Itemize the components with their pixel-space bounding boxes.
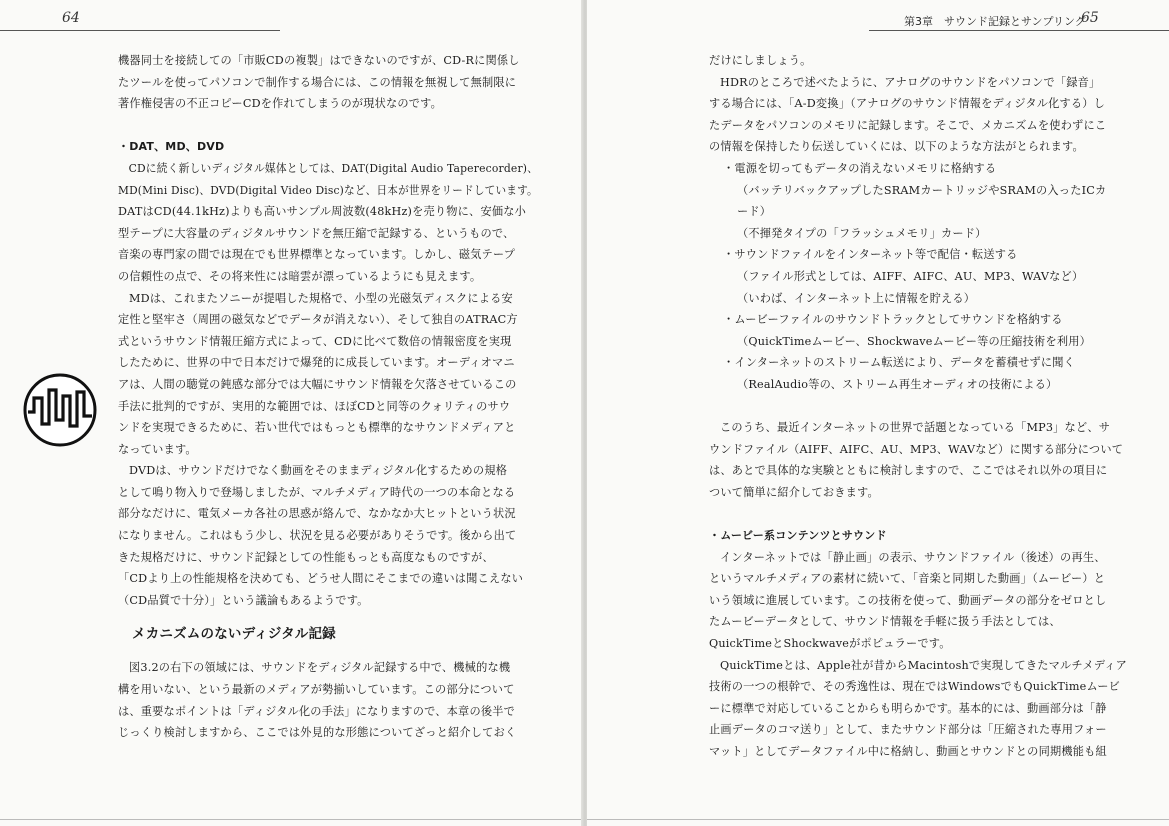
section-heading: ・DAT、MD、DVD bbox=[118, 140, 225, 154]
text-line: DVDは、サウンドだけでなく動画をそのままディジタル化するための規格 bbox=[129, 464, 508, 478]
text-line: 手法に批判的ですが、実用的な範囲では、ほぼCDと同等のクォリティのサウ bbox=[118, 399, 511, 413]
text-line: ード） bbox=[737, 205, 772, 219]
bullet-item: ・ムービーファイルのサウンドトラックとしてサウンドを格納する bbox=[723, 313, 1063, 327]
text-line: 止画データのコマ送り」として、またサウンド部分は「圧縮された専用フォー bbox=[709, 723, 1107, 737]
bullet-item: ・サウンドファイルをインターネット等で配信・転送する bbox=[723, 248, 1018, 262]
right-body-text bbox=[709, 50, 1129, 763]
text-line: 機器同士を接続しての「市販CDの複製」はできないのですが、CD-Rに関係し bbox=[118, 54, 520, 67]
text-line: ンドを実現できるために、若い世代ではもっとも標準的なサウンドメディアと bbox=[118, 421, 516, 435]
left-body-text bbox=[118, 50, 538, 744]
right-page bbox=[587, 0, 1169, 826]
page-number-left: 64 bbox=[62, 10, 80, 26]
text-line: いう領域に進展しています。この技術を使って、動画データの部分をゼロとし bbox=[709, 593, 1107, 607]
text-line: になりません。これはもう少し、状況を見る必要がありそうです。後から出て bbox=[118, 529, 517, 543]
text-line: 型テープに大容量のディジタルサウンドを無圧縮で記録する、というもので、 bbox=[118, 226, 515, 240]
text-line: （いわば、インターネット上に情報を貯える） bbox=[737, 291, 976, 305]
text-line: じっくり検討しますから、ここでは外見的な形態についてざっと紹介しておく bbox=[118, 726, 517, 740]
text-line: （ファイル形式としては、AIFF、AIFC、AU、MP3、WAVなど） bbox=[737, 269, 1084, 283]
text-line: （QuickTimeムービー、Shockwaveムービー等の圧縮技術を利用） bbox=[737, 334, 1091, 348]
text-line bbox=[709, 396, 1129, 418]
text-line: は、あとで具体的な実験とともに検討しますので、ここではそれ以外の項目に bbox=[709, 464, 1108, 478]
text-line: なっています。 bbox=[118, 442, 197, 456]
text-line: ウンドファイル（AIFF、AIFC、AU、MP3、WAVなど）に関する部分について bbox=[709, 442, 1124, 456]
text-line: このうち、最近インターネットの世界で話題となっている「MP3」など、サ bbox=[720, 421, 1111, 435]
text-line: というマルチメディアの素材に続いて、「音楽と同期した動画」（ムービー）と bbox=[709, 572, 1106, 586]
text-line: （バッテリバックアップしたSRAMカートリッジやSRAMの入ったICカ bbox=[737, 183, 1107, 197]
text-line: の情報を保持したり伝送していくには、以下のような方法がとられます。 bbox=[709, 140, 1084, 154]
text-line: HDRのところで述べたように、アナログのサウンドをパソコンで「録音」 bbox=[720, 75, 1101, 89]
text-line: きた規格だけに、サウンド記録としての性能もっとも高度なものですが、 bbox=[118, 550, 494, 564]
text-line: ついて簡単に紹介しておきます。 bbox=[709, 485, 879, 499]
text-line: ーに標準で対応していることからも明らかです。基本的には、動画部分は「静 bbox=[709, 701, 1107, 715]
text-line: CDに続く新しいディジタル媒体としては、DAT(Digital Audio Taperecorder)、 bbox=[128, 161, 539, 175]
text-line: 部分なだけに、電気メーカ各社の思惑が絡んで、なかなか大ヒットという状況 bbox=[118, 507, 516, 521]
footer-rule-left bbox=[0, 819, 583, 820]
text-line: 技術の一つの根幹で、その秀逸性は、現在ではWindowsでもQuickTimeムービ bbox=[709, 680, 1121, 694]
text-line: たデータをパソコンのメモリに記録します。そこで、メカニズムを使わずにこ bbox=[709, 118, 1107, 132]
sound-wave-icon bbox=[22, 372, 98, 448]
text-line: アは、人間の聴覚の鈍感な部分では大幅にサウンド情報を欠落させているこの bbox=[118, 377, 517, 391]
text-line: QuickTimeとShockwaveがポピュラーです。 bbox=[709, 637, 951, 651]
page-number-right: 65 bbox=[1081, 10, 1099, 26]
text-line: （CD品質で十分）」という議論もあるようです。 bbox=[118, 593, 369, 607]
text-line: （RealAudio等の、ストリーム再生オーディオの技術による） bbox=[737, 377, 1058, 391]
text-line: MDは、これまたソニーが提唱した規格で、小型の光磁気ディスクによる安 bbox=[129, 291, 513, 305]
section-heading: ・ムービー系コンテンツとサウンド bbox=[709, 529, 887, 543]
text-line: だけにしましょう。 bbox=[709, 54, 812, 67]
text-line: DATはCD(44.1kHz)よりも高いサンプル周波数(48kHz)を売り物に、安価な小 bbox=[118, 205, 526, 219]
text-line: たムービーデータとして、サウンド情報を手軽に扱う手法としては、 bbox=[709, 615, 1061, 629]
text-line: マット」としてデータファイル中に格納し、動画とサウンドとの同期機能も組 bbox=[709, 745, 1107, 758]
text-line: QuickTimeとは、Apple社が昔からMacintoshで実現してきたマルチメディア bbox=[720, 658, 1128, 672]
text-line: 図3.2の右下の領域には、サウンドをディジタル記録する中で、機械的な機 bbox=[129, 661, 511, 675]
text-line: 音楽の専門家の間では現在でも世界標準となっています。しかし、磁気テープ bbox=[118, 248, 516, 262]
text-line: したために、世界の中で日本だけで爆発的に成長しています。オーディオマニ bbox=[118, 356, 515, 370]
text-line: 式というサウンド情報圧縮方式によって、CDに比べて数倍の情報密度を実現 bbox=[118, 334, 512, 348]
text-line: 構を用いない、という最新のメディアが勢揃いしています。この部分について bbox=[118, 683, 515, 697]
text-line: する場合には、「A-D変換」（アナログのサウンド情報をディジタル化する）し bbox=[709, 97, 1106, 111]
chapter-title: 第3章 サウンド記録とサンプリング bbox=[904, 15, 1086, 28]
text-line: として鳴り物入りで登場しましたが、マルチメディア時代の一つの本命となる bbox=[118, 485, 516, 499]
footer-rule-right bbox=[587, 819, 1169, 820]
text-line bbox=[709, 503, 1129, 525]
text-line: 定性と堅牢さ（周囲の磁気などでデータが消えない）、そして独自のATRAC方 bbox=[118, 313, 518, 327]
header-rule-left bbox=[0, 30, 280, 31]
header-rule-right bbox=[869, 30, 1169, 31]
text-line: 著作権侵害の不正コピーCDを作れてしまうのが現状なのです。 bbox=[118, 97, 443, 111]
section-heading: メカニズムのないディジタル記録 bbox=[132, 626, 336, 643]
bullet-item: ・電源を切ってもデータの消えないメモリに格納する bbox=[723, 161, 997, 175]
bullet-item: ・インターネットのストリーム転送により、データを蓄積せずに聞く bbox=[723, 356, 1076, 370]
text-line: （不揮発タイプの「フラッシュメモリ」カード） bbox=[737, 226, 987, 240]
text-line: の信頼性の点で、その将来性には暗雲が漂っているようにも見えます。 bbox=[118, 269, 482, 283]
text-line: は、重要なポイントは「ディジタル化の手法」になりますので、本章の後半で bbox=[118, 704, 515, 718]
text-line: 「CDより上の性能規格を決めても、どうせ人間にそこまでの違いは聞こえない bbox=[118, 572, 524, 586]
left-page bbox=[0, 0, 583, 826]
text-line: たツールを使ってパソコンで制作する場合には、この情報を無視して無制限に bbox=[118, 75, 517, 89]
text-line: インターネットでは「静止画」の表示、サウンドファイル（後述）の再生、 bbox=[720, 550, 1106, 564]
text-line: MD(Mini Disc)、DVD(Digital Video Disc)など、日本が世界をリードしています。 bbox=[118, 183, 538, 197]
text-line bbox=[118, 115, 538, 137]
